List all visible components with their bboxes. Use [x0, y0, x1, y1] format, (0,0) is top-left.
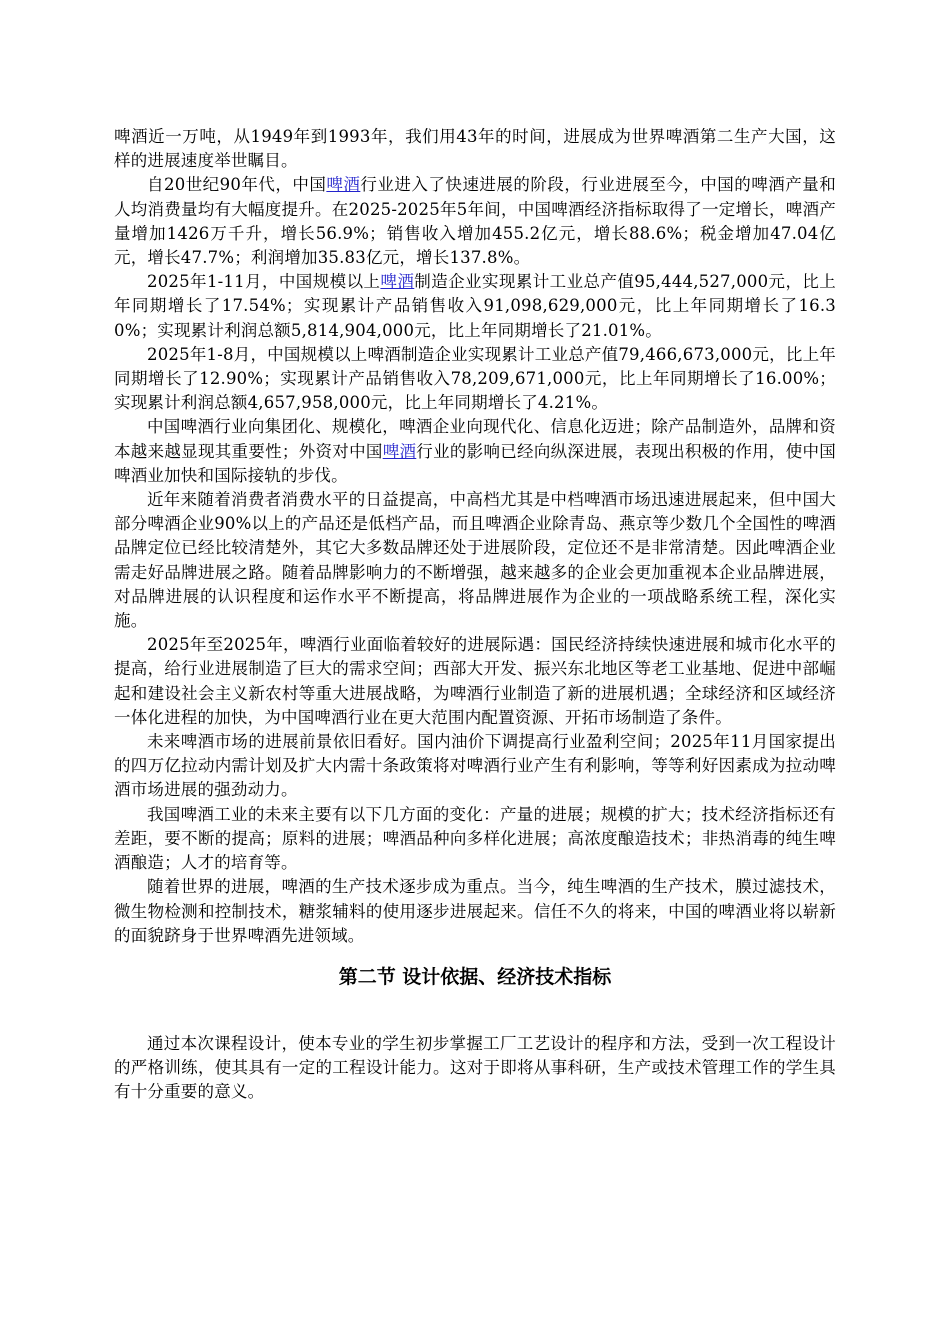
paragraph-text: 自20世纪90年代，中国: [147, 175, 327, 195]
paragraph-text: 制造企业实现累计工业总产值95,444,527,000元，比上年同期增长了17.54%；实现累计产品销售收入91,098,629,000元，比上年同期增长了16.30%；实现累计利润总额5,814,904,000元，比上年同期增长了21.01%。: [114, 272, 836, 340]
final-paragraph: 通过本次课程设计，使本专业的学生初步掌握工厂工艺设计的程序和方法，受到一次工程设计的严格训练，使其具有一定的工程设计能力。这对于即将从事科研，生产或技术管理工作的学生具有十分重要的意义。: [114, 1033, 836, 1102]
paragraph-9: [114, 803, 836, 876]
paragraph-5: [114, 415, 836, 488]
paragraph-text: 中国啤酒行业向集团化、规模化，啤酒企业向现代化、信息化迈进；除产品制造外，品牌和资本越来越显现其重要性；外资对中国: [114, 417, 836, 461]
paragraph-7: [114, 633, 836, 730]
paragraph-4: [114, 343, 836, 416]
paragraph-6: [114, 488, 836, 633]
paragraph-text: 近年来随着消费者消费水平的日益提高，中高档尤其是中档啤酒市场迅速进展起来，但中国大部分啤酒企业90%以上的产品还是低档产品，而且啤酒企业除青岛、燕京等少数几个全国性的啤酒品牌定位已经比较清楚外，其它大多数品牌还处于进展阶段，定位还不是非常清楚。因此啤酒企业需走好品牌进展之路。随着品牌影响力的不断增强，越来越多的企业会更加重视本企业品牌进展，对品牌进展的认识程度和运作水平不断提高，将品牌进展作为企业的一项战略系统工程，深化实施。: [114, 490, 836, 631]
section-heading: 第二节 设计依据、经济技术指标: [338, 965, 612, 988]
beer-link[interactable]: 啤酒: [382, 441, 417, 461]
paragraph-2: [114, 173, 836, 270]
paragraph-text: 我国啤酒工业的未来主要有以下几方面的变化：产量的进展；规模的扩大；技术经济指标还有差距，要不断的提高；原料的进展；啤酒品种向多样化进展；高浓度酿造技术；非热消毒的纯生啤酒酿造；人才的培育等。: [114, 804, 836, 873]
paragraph-10: [114, 875, 836, 948]
paragraph-text: 行业进入了快速进展的阶段，行业进展至今，中国的啤酒产量和人均消费量均有大幅度提升。在2025-2025年5年间，中国啤酒经济指标取得了一定增长，啤酒产量增加1426万千升，增长56.9%；销售收入增加455.2亿元，增长88.6%；税金增加47.04亿元，增长47.7%；利润增加35.83亿元，增长137.8%。: [114, 175, 836, 268]
paragraph-1: [114, 125, 836, 173]
paragraph-8: [114, 730, 836, 803]
paragraph-text: 随着世界的进展，啤酒的生产技术逐步成为重点。当今，纯生啤酒的生产技术，膜过滤技术，微生物检测和控制技术，糖浆辅料的使用逐步进展起来。信任不久的将来，中国的啤酒业将以崭新的面貌跻身于世界啤酒先进领域。: [114, 877, 836, 945]
paragraph-3: [114, 270, 836, 343]
paragraph-text: 2025年1-11月，中国规模以上: [147, 272, 381, 292]
paragraph-text: 2025年1-8月，中国规模以上啤酒制造企业实现累计工业总产值79,466,673,000元，比上年同期增长了12.90%；实现累计产品销售收入78,209,671,000元，比上年同期增长了16.00%；实现累计利润总额4,657,958,000元，比上年同期增长了4.21%。: [114, 344, 836, 413]
beer-link[interactable]: 啤酒: [326, 175, 361, 195]
paragraph-text: 未来啤酒市场的进展前景依旧看好。国内油价下调提高行业盈利空间；2025年11月国家提出的四万亿拉动内需计划及扩大内需十条政策将对啤酒行业产生有利影响，等等利好因素成为拉动啤酒市场进展的强劲动力。: [114, 732, 836, 800]
document-page: [114, 125, 836, 1105]
paragraph-text: 行业的影响已经向纵深进展，表现出积极的作用，使中国啤酒业加快和国际接轨的步伐。: [114, 441, 837, 485]
paragraph-text: 2025年至2025年，啤酒行业面临着较好的进展际遇：国民经济持续快速进展和城市化水平的提高，给行业进展制造了巨大的需求空间；西部大开发、振兴东北地区等老工业基地、促进中部崛起和建设社会主义新农村等重大进展战略，为啤酒行业制造了新的进展机遇；全球经济和区域经济一体化进程的加快，为中国啤酒行业在更大范围内配置资源、开拓市场制造了条件。: [114, 635, 836, 727]
paragraph-text: 啤酒近一万吨，从1949年到1993年，我们用43年的时间，进展成为世界啤酒第二生产大国，这样的进展速度举世瞩目。: [114, 127, 836, 171]
beer-link[interactable]: 啤酒: [380, 272, 415, 292]
